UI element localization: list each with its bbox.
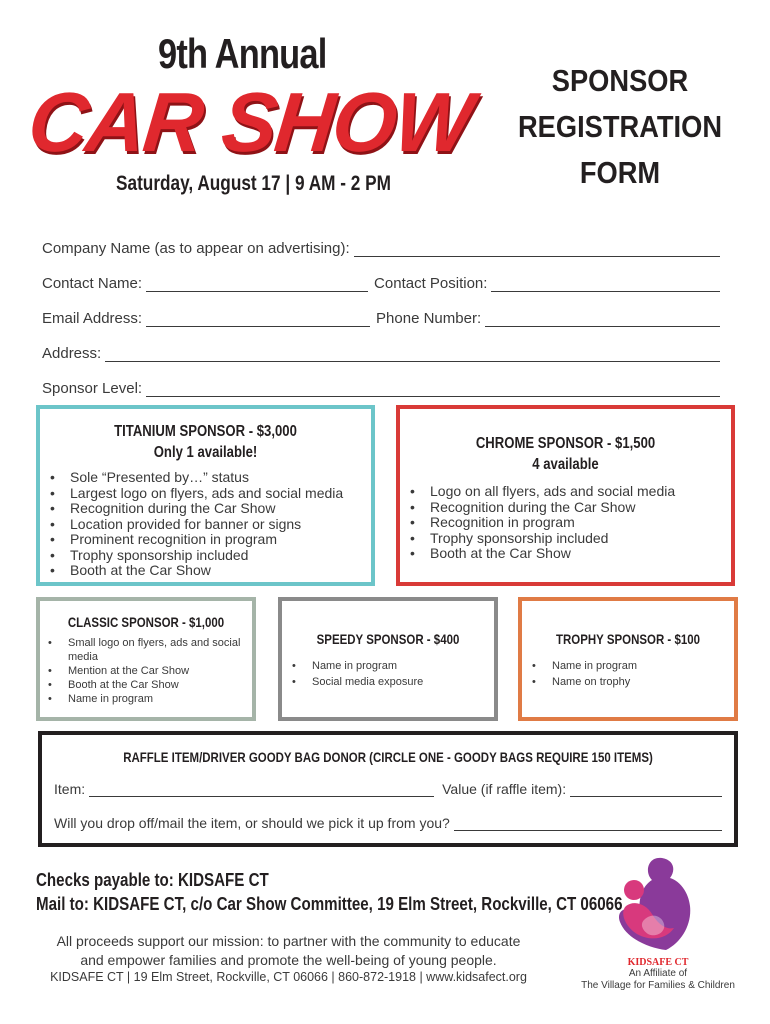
benefit-item: • Social media exposure: [290, 675, 494, 691]
benefit-item: • Name in program: [530, 659, 734, 675]
speedy-benefits: [290, 659, 494, 690]
classic-title: CLASSIC SPONSOR - $1,000: [67, 614, 225, 630]
contact-name-label: Contact Name:: [42, 275, 143, 292]
contact-position-label: Contact Position:: [374, 275, 488, 292]
classic-sponsor-box: [36, 597, 256, 721]
raffle-value-label: Value (if raffle item):: [442, 781, 567, 797]
titanium-sponsor-box: [36, 405, 375, 586]
logo-affiliate: [575, 968, 741, 992]
benefit-item: • Recognition in program: [408, 515, 731, 531]
mission-line: and empower families and promote the well-being of young people.: [80, 952, 497, 968]
benefit-item: • Trophy sponsorship included: [48, 548, 371, 564]
form-title-line: REGISTRATION: [517, 109, 723, 144]
sponsor-level-row: [42, 377, 722, 397]
form-title-line: FORM: [579, 155, 661, 190]
address-row: [42, 342, 722, 362]
email-phone-row: [42, 307, 722, 327]
raffle-item-label: Item:: [54, 781, 86, 797]
benefit-item: • Prominent recognition in program: [48, 532, 371, 548]
chrome-title: CHROME SPONSOR - $1,500: [475, 435, 656, 452]
sponsor-level-label: Sponsor Level:: [42, 380, 143, 397]
classic-benefits: [46, 636, 244, 706]
benefit-item: • Booth at the Car Show: [48, 563, 371, 579]
benefit-item: • Mention at the Car Show: [46, 664, 244, 678]
mission-statement: [36, 932, 541, 970]
benefit-item: • Recognition during the Car Show: [48, 501, 371, 517]
event-edition: 9th Annual: [158, 30, 327, 77]
benefit-item: • Recognition during the Car Show: [408, 500, 731, 516]
raffle-value-field[interactable]: [570, 782, 722, 797]
mailing-address: Mail to: KIDSAFE CT, c/o Car Show Committee, 19 Elm Street, Rockville, CT 06066: [36, 894, 623, 914]
titanium-title: TITANIUM SPONSOR - $3,000: [114, 423, 297, 440]
address-label: Address:: [42, 345, 102, 362]
phone-field[interactable]: [485, 312, 720, 327]
speedy-title: SPEEDY SPONSOR - $400: [316, 631, 460, 647]
raffle-item-field[interactable]: [89, 782, 434, 797]
chrome-benefits: [408, 484, 731, 562]
raffle-title: RAFFLE ITEM/DRIVER GOODY BAG DONOR (CIRCLE ONE - GOODY BAGS REQUIRE 150 ITEMS): [123, 749, 653, 765]
benefit-item: • Name in program: [290, 659, 494, 675]
phone-label: Phone Number:: [376, 310, 482, 327]
trophy-sponsor-box: [518, 597, 738, 721]
form-title-line: SPONSOR: [551, 63, 689, 98]
benefit-item: • Small logo on flyers, ads and social media: [46, 636, 244, 664]
contact-row: [42, 272, 722, 292]
benefit-item: • Name in program: [46, 692, 244, 706]
form-title: [500, 58, 740, 196]
benefit-item: • Location provided for banner or signs: [48, 517, 371, 533]
titanium-benefits: [48, 470, 371, 579]
company-name-label: Company Name (as to appear on advertising):: [42, 240, 350, 257]
company-name-field[interactable]: [354, 242, 720, 257]
benefit-item: • Name on trophy: [530, 675, 734, 691]
sponsor-level-field[interactable]: [146, 382, 720, 397]
company-name-row: [42, 237, 722, 257]
checks-payable: Checks payable to: KIDSAFE CT: [36, 870, 269, 890]
benefit-item: • Sole “Presented by…” status: [48, 470, 371, 486]
address-field[interactable]: [105, 347, 720, 362]
contact-position-field[interactable]: [491, 277, 720, 292]
event-date-time: Saturday, August 17 | 9 AM - 2 PM: [116, 172, 391, 195]
event-title: CAR SHOW: [24, 75, 476, 169]
benefit-item: • Logo on all flyers, ads and social media: [408, 484, 731, 500]
raffle-item-row: [54, 781, 724, 797]
payment-info: [36, 868, 622, 916]
benefit-item: • Booth at the Car Show: [408, 546, 731, 562]
benefit-item: • Largest logo on flyers, ads and social media: [48, 486, 371, 502]
titanium-availability: Only 1 available!: [153, 444, 258, 461]
affiliate-line: The Village for Families & Children: [581, 980, 735, 991]
email-label: Email Address:: [42, 310, 143, 327]
logo-child-head: [624, 880, 644, 900]
raffle-dropoff-label: Will you drop off/mail the item, or should we pick it up from you?: [54, 815, 450, 831]
contact-name-field[interactable]: [146, 277, 368, 292]
benefit-item: • Booth at the Car Show: [46, 678, 244, 692]
kidsafe-logo-icon: [604, 850, 700, 960]
trophy-title: TROPHY SPONSOR - $100: [556, 631, 700, 647]
speedy-sponsor-box: [278, 597, 498, 721]
email-field[interactable]: [146, 312, 370, 327]
benefit-item: • Trophy sponsorship included: [408, 531, 731, 547]
trophy-benefits: [530, 659, 734, 690]
chrome-availability: 4 available: [532, 456, 599, 473]
logo-name: KIDSAFE CT: [627, 957, 689, 968]
raffle-dropoff-row: [54, 815, 724, 831]
mission-line: All proceeds support our mission: to partner with the community to educate: [56, 933, 521, 949]
affiliate-line: An Affiliate of: [628, 968, 688, 979]
chrome-sponsor-box: [396, 405, 735, 586]
organization-contact: KIDSAFE CT | 19 Elm Street, Rockville, CT 06066 | 860-872-1918 | www.kidsafect.org: [50, 970, 527, 984]
raffle-donor-box: [38, 731, 738, 847]
raffle-dropoff-field[interactable]: [454, 816, 722, 831]
